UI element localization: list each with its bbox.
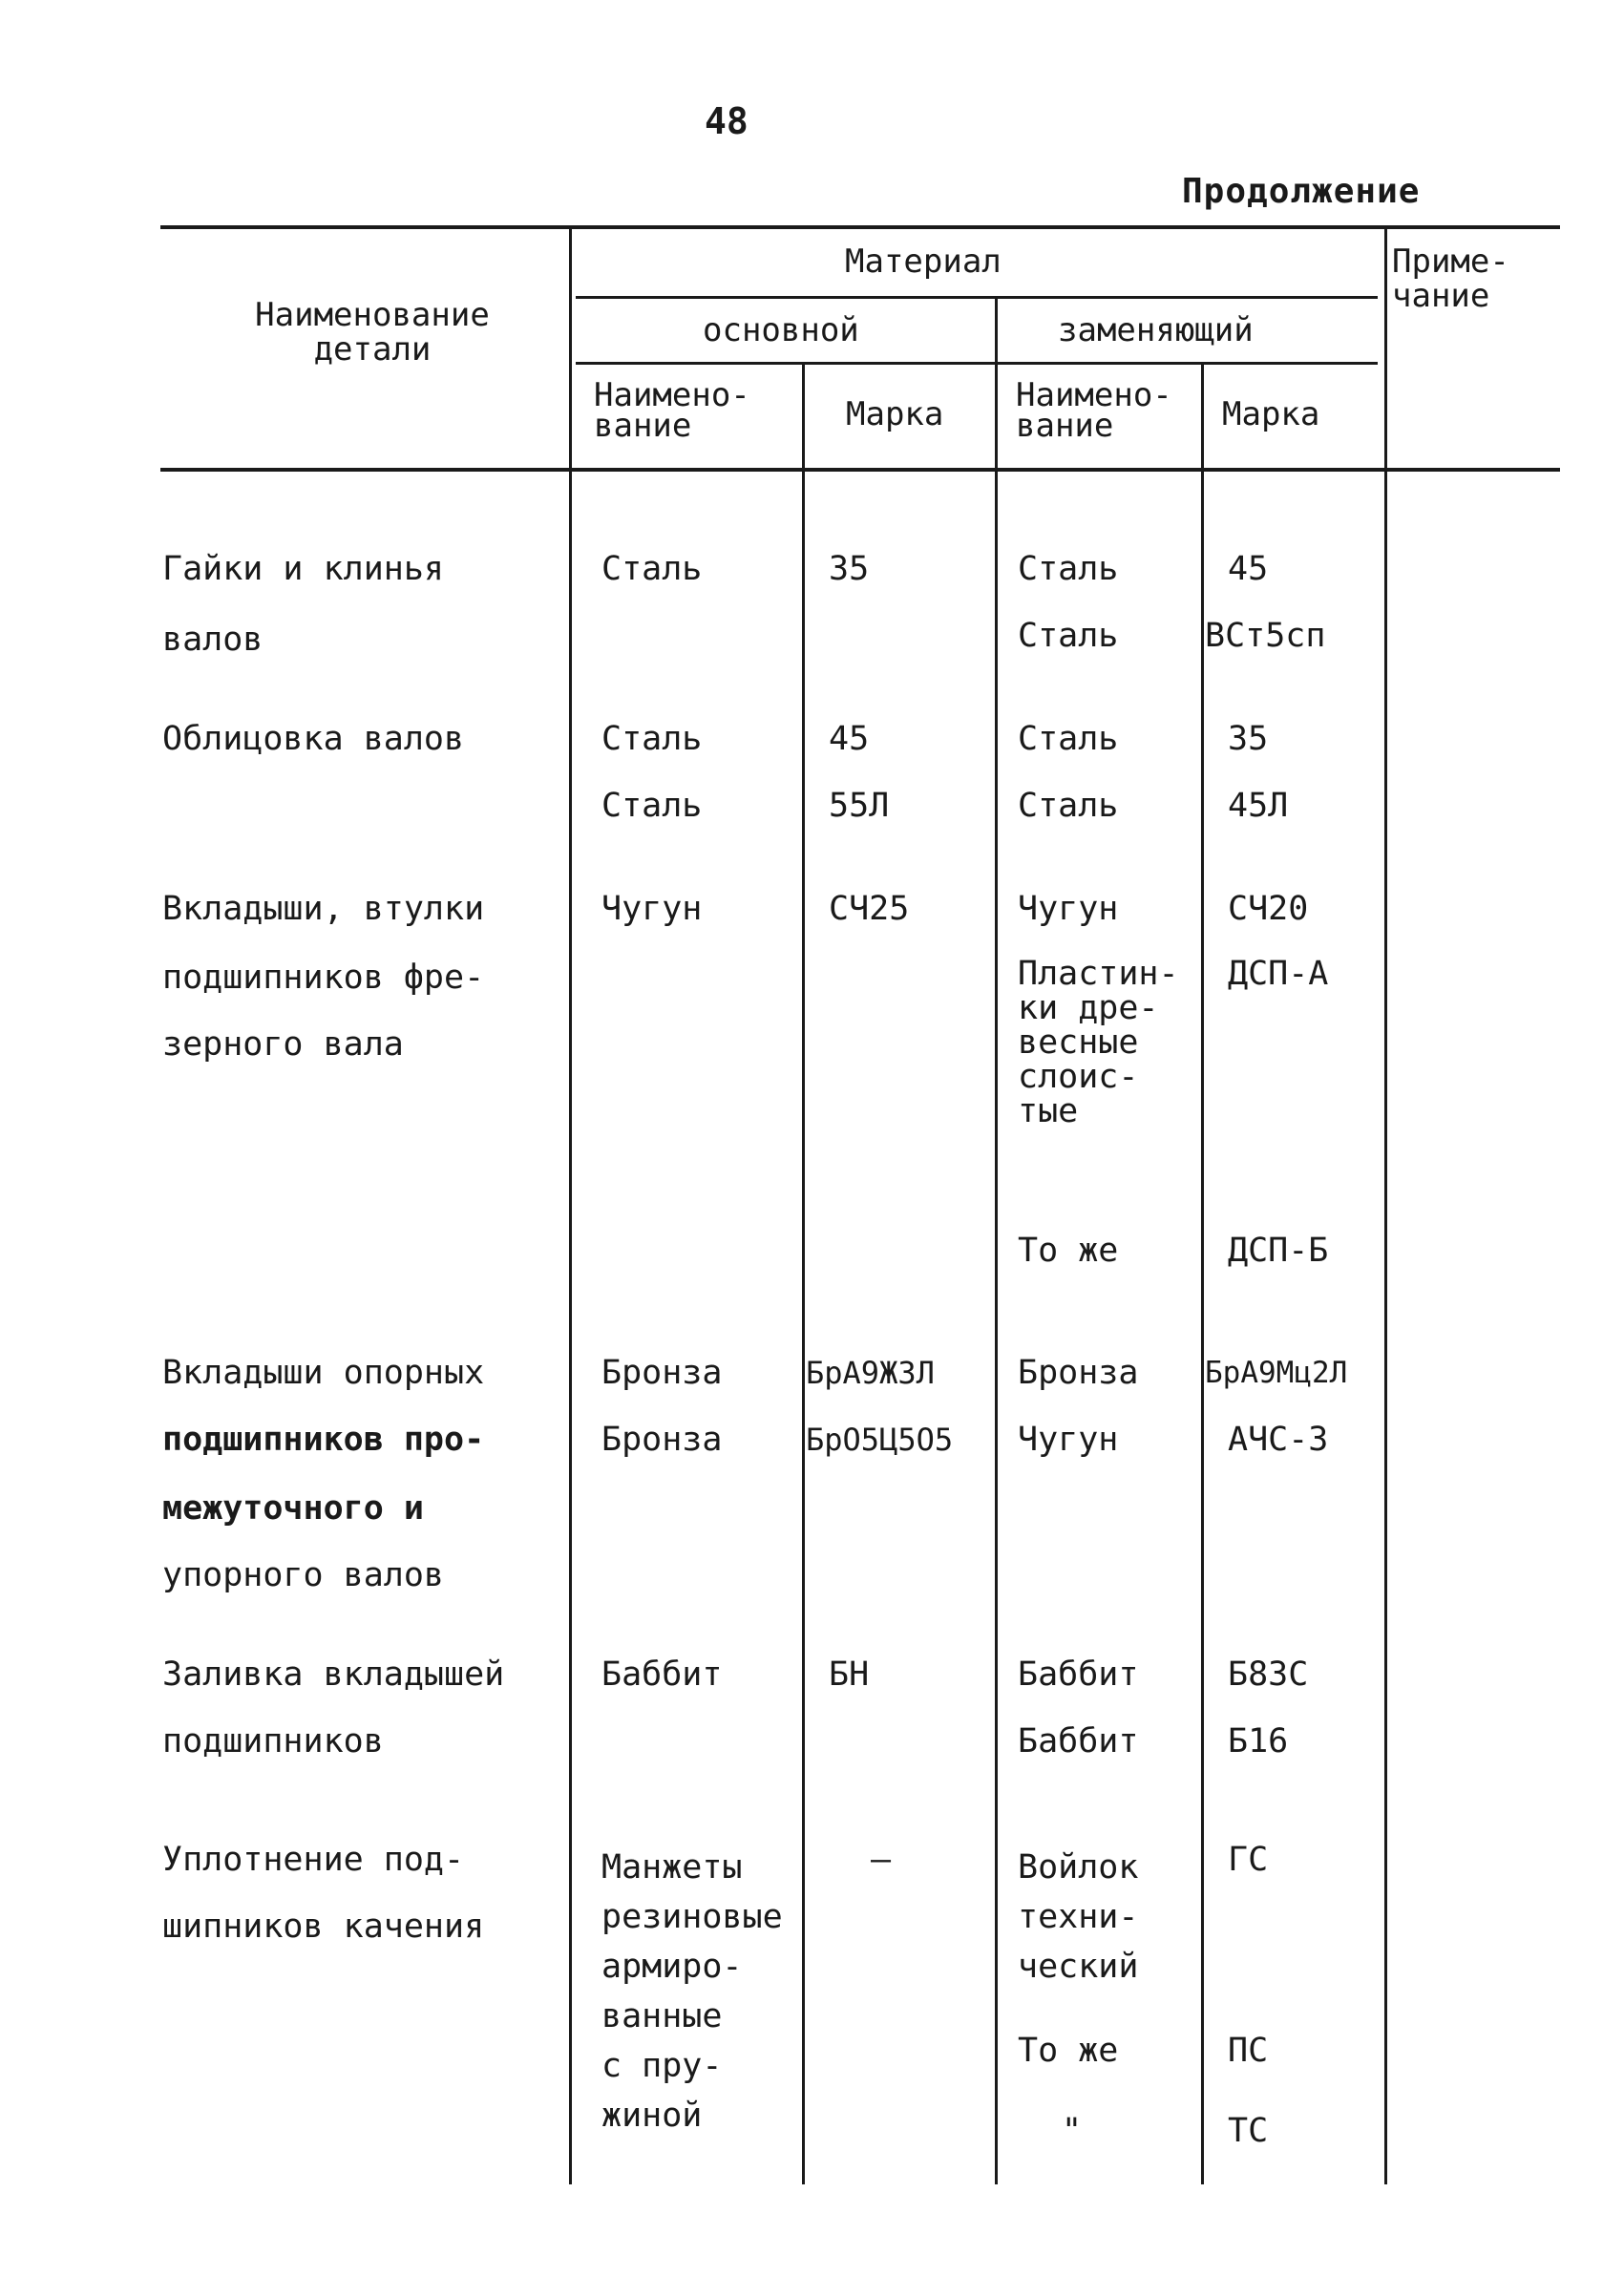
row-4-sub-2-grade: АЧС-3 <box>1228 1421 1329 1459</box>
row-6-sub-1-name: Войлок техни- ческий <box>1018 1848 1139 1986</box>
row-1-sub-2-name: Сталь <box>1018 617 1119 655</box>
row-3-sub-1-grade: СЧ20 <box>1228 890 1309 928</box>
header-note: Приме- чание <box>1392 242 1509 315</box>
row-4-part-line-2: подшипников про- <box>162 1421 485 1459</box>
header-bottom-rule <box>160 468 1560 472</box>
row-4-part-line-4: упорного валов <box>162 1556 445 1594</box>
row-5-sub-1-grade: Б83С <box>1228 1655 1309 1694</box>
row-1-part-line-2: валов <box>162 621 264 659</box>
header-basic: основной <box>703 311 859 349</box>
col-rule-4 <box>1201 365 1204 2184</box>
row-3-part-line-1: Вкладыши, втулки <box>162 890 485 928</box>
row-5-sub-2-name: Баббит <box>1018 1722 1139 1760</box>
header-substitute: заменяющий <box>1058 311 1254 349</box>
row-4-sub-1-grade: БрА9Мц2Л <box>1205 1356 1348 1390</box>
row-4-basic-2-grade: БрО5Ц5О5 <box>806 1422 954 1458</box>
row-5-basic-grade: БН <box>829 1655 870 1694</box>
header-part-name: Наименование детали <box>255 296 490 369</box>
row-3-part-line-3: зерного вала <box>162 1025 404 1064</box>
row-1-basic-grade: 35 <box>829 550 870 588</box>
row-3-basic-name: Чугун <box>601 890 703 928</box>
row-6-sub-1-grade: ГС <box>1228 1841 1269 1879</box>
row-1-part-line-1: Гайки и клинья <box>162 550 445 588</box>
row-1-sub-2-grade: ВСт5сп <box>1205 617 1326 655</box>
row-5-basic-name: Баббит <box>601 1655 723 1694</box>
col-rule-3 <box>995 298 998 2184</box>
row-2-basic-2-grade: 55Л <box>829 787 890 825</box>
row-4-part-line-3: межуточного и <box>162 1489 424 1528</box>
row-4-part-line-1: Вкладыши опорных <box>162 1354 485 1392</box>
row-6-sub-2-name: То же <box>1018 2032 1119 2070</box>
row-2-basic-1-grade: 45 <box>829 720 870 758</box>
row-4-sub-1-name: Бронза <box>1018 1354 1139 1392</box>
row-4-basic-1-grade: БрА9Ж3Л <box>806 1355 935 1391</box>
row-6-sub-3-grade: ТС <box>1228 2112 1269 2150</box>
header-name-basic: Наимено- вание <box>594 376 750 445</box>
header-name-substitute: Наимено- вание <box>1016 376 1172 445</box>
row-1-basic-name: Сталь <box>601 550 703 588</box>
col-rule-1 <box>569 227 572 2184</box>
table-top-rule <box>160 225 1560 229</box>
row-5-part-line-2: подшипников <box>162 1722 384 1760</box>
row-5-part-line-1: Заливка вкладышей <box>162 1655 505 1694</box>
header-grade-basic: Марка <box>846 395 944 433</box>
row-3-sub-2-name: Пластин- ки дре- весные слоис- тые <box>1018 955 1179 1130</box>
row-3-sub-3-grade: ДСП-Б <box>1228 1232 1329 1270</box>
row-6-part-line-1: Уплотнение под- <box>162 1841 465 1879</box>
row-2-sub-1-name: Сталь <box>1018 720 1119 758</box>
row-6-sub-3-name: " <box>1062 2112 1083 2150</box>
material-rule <box>576 296 1378 299</box>
row-2-basic-2-name: Сталь <box>601 787 703 825</box>
row-3-basic-grade: СЧ25 <box>829 890 910 928</box>
row-5-sub-2-grade: Б16 <box>1228 1722 1289 1760</box>
page-number: 48 <box>705 100 749 142</box>
subheader-rule <box>576 362 1378 365</box>
row-3-sub-1-name: Чугун <box>1018 890 1119 928</box>
row-4-basic-2-name: Бронза <box>601 1421 723 1459</box>
row-2-part-line-1: Облицовка валов <box>162 720 465 758</box>
continuation-label: Продолжение <box>1182 172 1421 211</box>
row-6-basic-name: Манжеты резиновые армиро- ванные с пру- жиной <box>601 1848 783 2135</box>
row-4-basic-1-name: Бронза <box>601 1354 723 1392</box>
col-rule-2 <box>802 365 805 2184</box>
row-2-sub-2-grade: 45Л <box>1228 787 1289 825</box>
header-material: Материал <box>845 242 1002 281</box>
row-5-sub-1-name: Баббит <box>1018 1655 1139 1694</box>
row-6-sub-2-grade: ПС <box>1228 2032 1269 2070</box>
row-6-basic-grade: – <box>871 1841 892 1879</box>
row-1-sub-1-name: Сталь <box>1018 550 1119 588</box>
col-rule-5 <box>1384 227 1387 2184</box>
row-3-sub-3-name: То же <box>1018 1232 1119 1270</box>
row-2-sub-2-name: Сталь <box>1018 787 1119 825</box>
header-grade-substitute: Марка <box>1222 395 1320 433</box>
row-4-sub-2-name: Чугун <box>1018 1421 1119 1459</box>
row-6-part-line-2: шипников качения <box>162 1908 485 1946</box>
row-3-sub-2-grade: ДСП-А <box>1228 955 1329 993</box>
row-3-part-line-2: подшипников фре- <box>162 959 485 997</box>
row-2-sub-1-grade: 35 <box>1228 720 1269 758</box>
row-1-sub-1-grade: 45 <box>1228 550 1269 588</box>
row-2-basic-1-name: Сталь <box>601 720 703 758</box>
